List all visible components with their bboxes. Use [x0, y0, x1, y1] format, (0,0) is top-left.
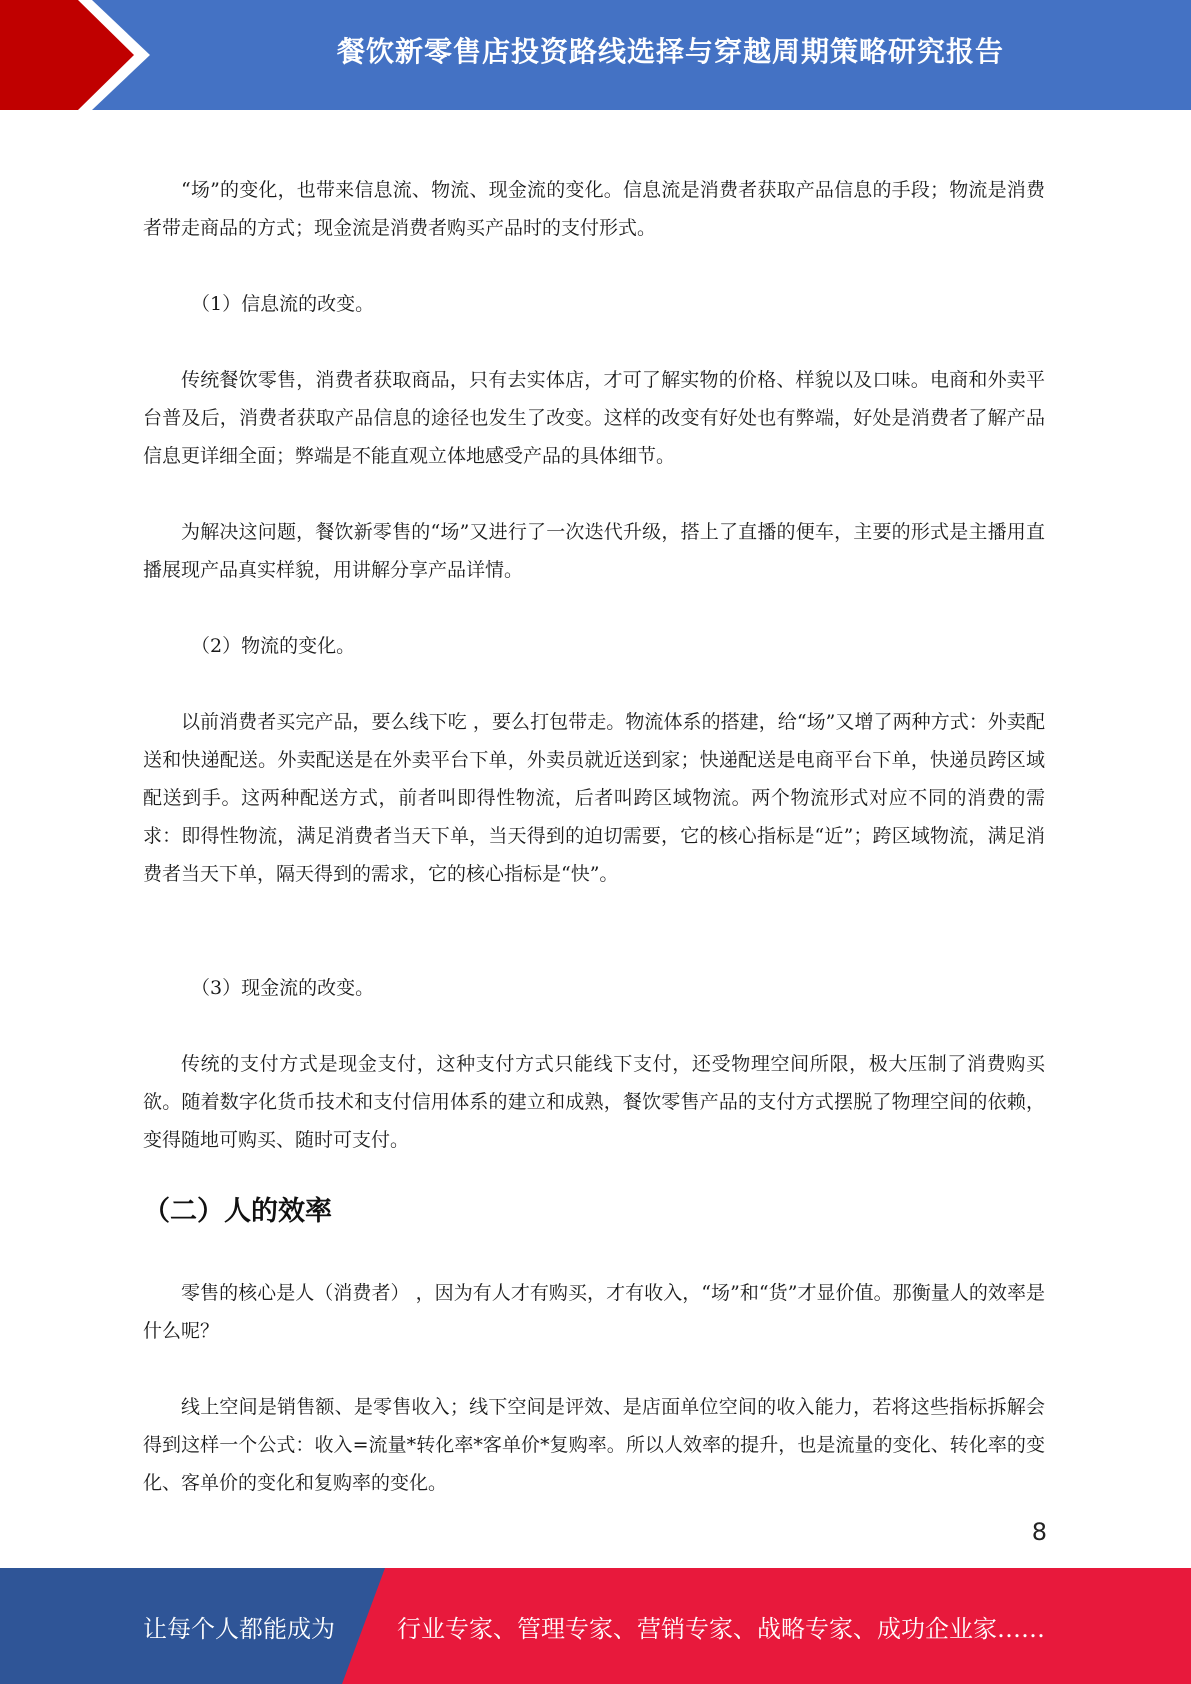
paragraph-revenue-formula: 线上空间是销售额、是零售收入；线下空间是评效、是店面单位空间的收入能力，若将这些指标拆解会得到这样一个公式：收入=流量*转化率*客单价*复购率。所以人效率的提升，也是流量的变化、转化率的变化、客单价的变化和复购率的变化。	[143, 1396, 1045, 1494]
footer-slogan-left: 让每个人都能成为	[143, 1614, 335, 1643]
paragraph-live-streaming: 为解决这问题，餐饮新零售的“场”又进行了一次迭代升级，搭上了直播的便车，主要的形式是主播用直播展现产品真实样貌，用讲解分享产品详情。	[143, 521, 1045, 581]
paragraph-payment: 传统的支付方式是现金支付，这种支付方式只能线下支付，还受物理空间所限，极大压制了消费购买欲。随着数字化货币技术和支付信用体系的建立和成熟，餐饮零售产品的支付方式摆脱了物理空间的依赖，变得随地可购买、随时可支付。	[143, 1053, 1045, 1151]
subheading-logistics: （2）物流的变化。	[191, 635, 356, 657]
section-heading-people-efficiency: （二）人的效率	[143, 1196, 332, 1227]
page-number: 8	[1031, 1518, 1047, 1546]
subheading-cash-flow: （3）现金流的改变。	[191, 977, 375, 999]
report-title: 餐饮新零售店投资路线选择与穿越周期策略研究报告	[336, 35, 1004, 68]
paragraph-retail-core: 零售的核心是人（消费者） ，因为有人才有购买，才有收入，“场”和“货”才显价值。那衡量人的效率是什么呢？	[143, 1282, 1045, 1342]
paragraph-logistics: 以前消费者买完产品，要么线下吃 ，要么打包带走。物流体系的搭建，给“场”又增了两种方式：外卖配送和快递配送。外卖配送是在外卖平台下单，外卖员就近送到家；快递配送是电商平台下单，快递员跨区域配送到手。这两种配送方式，前者叫即得性物流，后者叫跨区域物流。两个物流形式对应不同的消费的需求：即得性物流，满足消费者当天下单，当天得到的迫切需要，它的核心指标是“近”；跨区域物流，满足消费者当天下单，隔天得到的需求，它的核心指标是“快”。	[143, 711, 1045, 885]
paragraph-traditional-retail: 传统餐饮零售，消费者获取商品，只有去实体店，才可了解实物的价格、样貌以及口味。电商和外卖平台普及后，消费者获取产品信息的途径也发生了改变。这样的改变有好处也有弊端，好处是消费者了解产品信息更详细全面；弊端是不能直观立体地感受产品的具体细节。	[143, 369, 1045, 467]
footer-slogan-right: 行业专家、管理专家、营销专家、战略专家、成功企业家……	[397, 1614, 1045, 1643]
page-footer	[0, 1568, 1191, 1684]
header-arrow-decoration	[0, 0, 160, 110]
paragraph-flows-intro: “场”的变化，也带来信息流、物流、现金流的变化。信息流是消费者获取产品信息的手段；物流是消费者带走商品的方式；现金流是消费者购买产品时的支付形式。	[143, 179, 1045, 239]
subheading-information-flow: （1）信息流的改变。	[191, 293, 375, 315]
page-header	[0, 0, 1191, 110]
